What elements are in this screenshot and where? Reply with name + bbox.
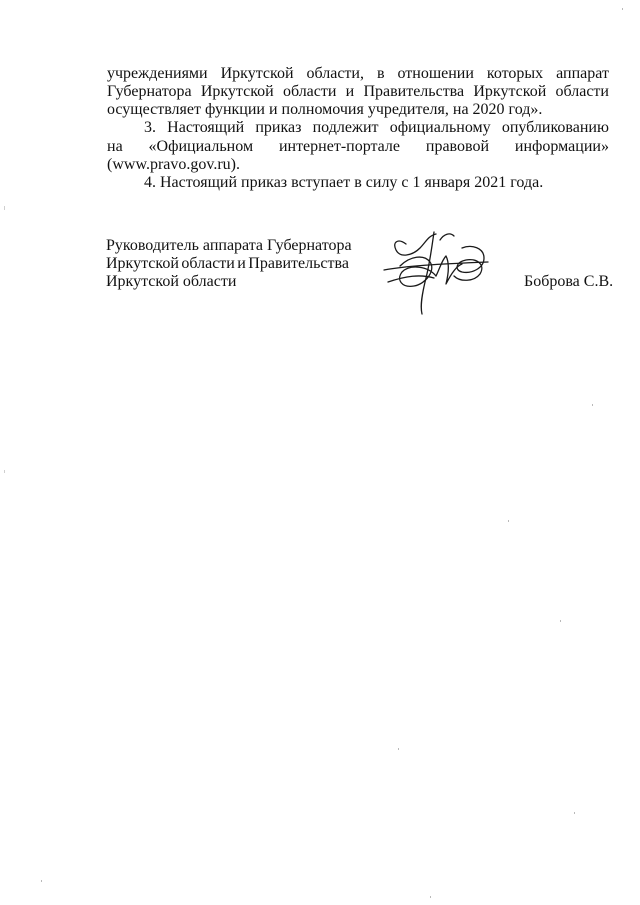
word: интернет-портале [278, 138, 401, 155]
word: опубликованию [501, 119, 609, 136]
word: Настоящий [167, 119, 245, 136]
paragraph-4: 4. Настоящий приказ вступает в силу с 1 января 2021 года. [144, 174, 544, 191]
scan-speck [508, 520, 509, 522]
word: Правительства [248, 255, 349, 272]
word: Иркутской [220, 65, 294, 82]
scan-speck [41, 880, 42, 882]
word: официальному [389, 119, 491, 136]
word: 3. [144, 119, 156, 136]
word: области, [306, 65, 364, 82]
word: Правительства [363, 83, 465, 100]
signer-name: Боброва С.В. [524, 273, 614, 290]
paragraph-2-line-2 [107, 82, 609, 101]
scan-speck [592, 404, 593, 406]
signatory-position [106, 237, 356, 291]
paragraph-3-line-3: (www.pravo.gov.ru). [107, 156, 240, 173]
word: Иркутской [473, 83, 547, 100]
word: информации» [514, 138, 609, 155]
word: «Официальном [148, 138, 254, 155]
word: на [107, 138, 123, 155]
word: подлежит [312, 119, 379, 136]
scan-artifact [4, 470, 5, 473]
word: отношении [397, 65, 474, 82]
word: области [181, 255, 235, 272]
word: аппарат [556, 65, 609, 82]
word: Иркутской [106, 255, 179, 272]
scan-speck [622, 8, 623, 10]
word: правовой [425, 138, 490, 155]
scan-speck [430, 896, 431, 898]
position-line-1: Руководитель аппарата Губернатора [106, 237, 352, 254]
word: учреждениями [107, 65, 208, 82]
paragraph-2-line-3: осуществляет функции и полномочия учредителя, на 2020 год». [107, 101, 543, 118]
word: приказ [255, 119, 302, 136]
position-line-3: Иркутской области [106, 273, 237, 290]
scan-speck [560, 620, 561, 622]
word: и [345, 83, 355, 100]
handwritten-signature [376, 226, 496, 318]
scan-speck [574, 812, 575, 814]
paragraph-3-line-1 [144, 118, 609, 137]
word: Иркутской [200, 83, 274, 100]
paragraph-3-line-2 [107, 137, 609, 156]
paragraph-2-line-1 [107, 64, 609, 83]
scan-artifact [4, 206, 5, 210]
word: в [376, 65, 385, 82]
word: области [555, 83, 609, 100]
scan-speck [398, 748, 399, 750]
word: Губернатора [107, 83, 192, 100]
position-line-2 [106, 255, 349, 273]
word: области [282, 83, 337, 100]
word: и [237, 255, 246, 272]
word: которых [486, 65, 544, 82]
